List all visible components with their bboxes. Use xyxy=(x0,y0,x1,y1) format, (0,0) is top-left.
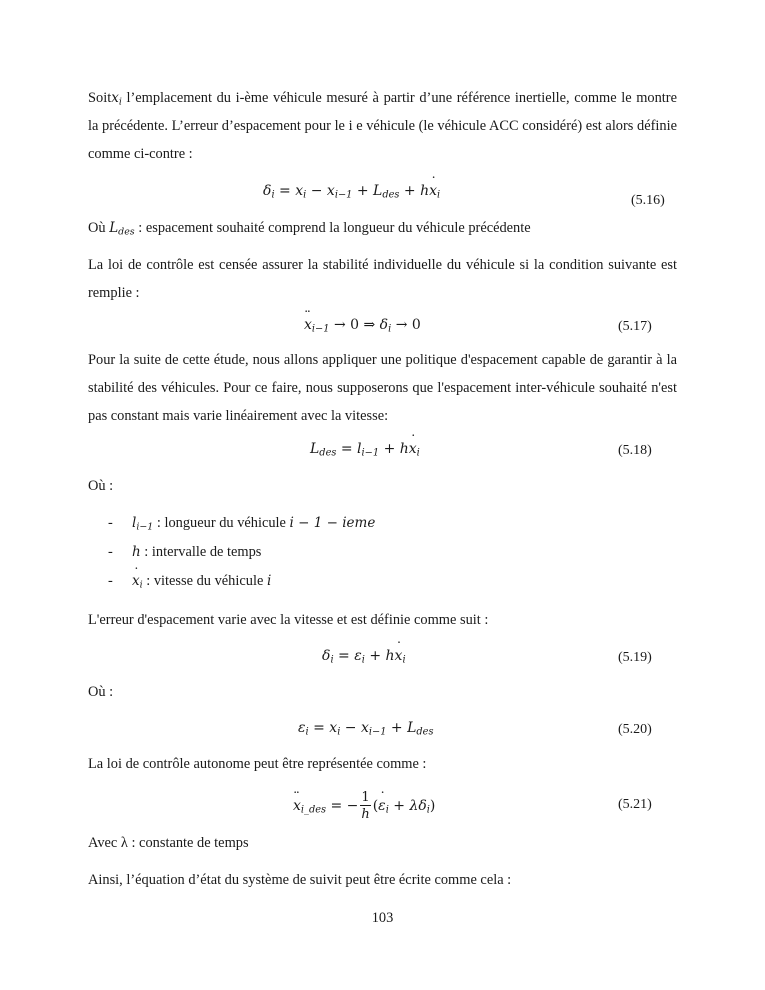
paragraph-state-equation: Ainsi, l’équation d’état du système de suivit peut être écrite comme cela : xyxy=(88,872,512,888)
paragraph-lambda: Avec λ : constante de temps xyxy=(88,835,249,851)
equation-number: (5.16) xyxy=(631,193,665,208)
formula-acceleration: ¨ $x_{i\_des}$ = − $\frac{1}{h}$ (˙ $\varepsilon_i + \lambda\delta_i$) xyxy=(293,791,435,821)
paragraph-spacing-error-intro: Soitx$_i$ l’emplacement du i-ème véhicule mesuré à partir d’une référence inertielle, comme le montre la précédente. L’erreur d’espacement pour le i e véhicule (le véhicule ACC considéré) est alors définie comme ci-contre : xyxy=(88,90,677,162)
document-page xyxy=(88,0,677,990)
formula-delta-i: $\delta_i = x_i - x_{i-1} + L_{des}$ + h˙ $x_i$ xyxy=(263,183,440,199)
equation-5-20 xyxy=(88,720,677,744)
formula-l-des: $L_{des} = l_{i-1}$ + h˙ $x_i$ xyxy=(310,441,420,457)
list-item: - h : intervalle de temps xyxy=(108,544,262,560)
paragraph-spacing-policy: Pour la suite de cette étude, nous allons appliquer une politique d'espacement capable de garantir à la stabilité des véhicules. Pour ce faire, nous supposerons que l'espacement inter-véhicule souhaité n'est pas constant mais varie linéairement avec la vitesse: xyxy=(88,352,677,424)
equation-5-21 xyxy=(88,791,677,831)
equation-5-18 xyxy=(88,441,677,465)
equation-number: (5.19) xyxy=(618,650,652,665)
paragraph-autonomous-law: La loi de contrôle autonome peut être représentée comme : xyxy=(88,756,427,772)
paragraph-ou: Où : xyxy=(88,478,114,494)
list-item: - $l_{i-1}$ : longueur du véhicule i − 1 − ieme xyxy=(108,515,376,533)
math-l-des: $L_{des}$ xyxy=(109,220,135,238)
list-item: -˙ $x_i$ : vitesse du véhicule i xyxy=(108,567,271,595)
equation-number: (5.20) xyxy=(618,722,652,737)
equation-number: (5.17) xyxy=(618,319,652,334)
formula-delta-epsilon: $\delta_i = \varepsilon_i$ + h˙ $x_i$ xyxy=(322,648,406,664)
formula-stability: ¨ $x_{i-1} \to 0$ ⇒ $\delta_i \to 0$ xyxy=(304,317,421,333)
paragraph-error-variation: L'erreur d'espacement varie avec la vitesse et est définie comme suit : xyxy=(88,612,489,628)
equation-5-16 xyxy=(88,183,677,207)
equation-5-19 xyxy=(88,648,677,672)
equation-5-17 xyxy=(88,317,677,341)
formula-epsilon: $\varepsilon_i = x_i - x_{i-1} + L_{des}$ xyxy=(298,720,434,738)
page-number: 103 xyxy=(371,910,394,926)
math-x-i: $x_i$ xyxy=(111,90,122,108)
paragraph-ou-2: Où : xyxy=(88,684,114,700)
equation-number: (5.18) xyxy=(618,443,652,458)
paragraph-stability-condition: La loi de contrôle est censée assurer la stabilité individuelle du véhicule si la condition suivante est remplie : xyxy=(88,257,677,301)
equation-number: (5.21) xyxy=(618,797,652,812)
paragraph-ldes-definition: Où $L_{des}$ : espacement souhaité comprend la longueur du véhicule précédente xyxy=(88,220,531,238)
